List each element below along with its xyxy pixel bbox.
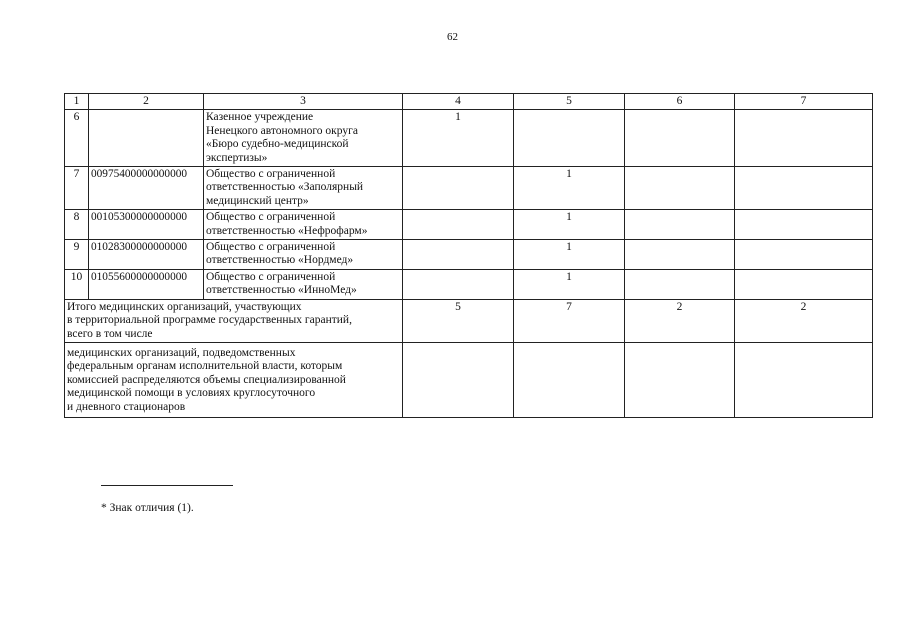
subtotal-label-line: и дневного стационаров <box>67 400 186 413</box>
row-number: 9 <box>65 240 89 270</box>
org-name-line: ответственностью «Нордмед» <box>206 254 354 267</box>
header-cell-7: 7 <box>735 94 873 110</box>
org-name <box>204 210 403 240</box>
org-code <box>89 110 204 167</box>
subtotal-label-line: медицинской помощи в условиях круглосуточного <box>67 387 316 400</box>
org-name-line: ответственностью «Нефрофарм» <box>206 224 368 237</box>
header-cell-3: 3 <box>204 94 403 110</box>
header-cell-2: 2 <box>89 94 204 110</box>
subtotal-label-line: медицинских организаций, подведомственных <box>67 346 296 359</box>
org-name-line: экспертизы» <box>206 151 268 164</box>
org-name-line: Общество с ограниченной <box>206 241 336 254</box>
total-label <box>65 299 403 342</box>
table-row <box>65 210 873 240</box>
subtotal-label-line: комиссией распределяются объемы специализированной <box>67 373 346 386</box>
org-name-line: «Бюро судебно-медицинской <box>206 138 349 151</box>
org-code: 00105300000000000 <box>89 210 204 240</box>
col4-value <box>403 240 514 270</box>
org-name <box>204 110 403 167</box>
header-cell-1: 1 <box>65 94 89 110</box>
col7-value <box>735 269 873 299</box>
col7-value <box>735 240 873 270</box>
total-label-line: в территориальной программе государственных гарантий, <box>67 314 352 327</box>
col5-value: 1 <box>514 240 625 270</box>
org-name-line: медицинский центр» <box>206 194 309 207</box>
col6-value <box>625 110 735 167</box>
org-code: 01055600000000000 <box>89 269 204 299</box>
header-row <box>65 94 873 110</box>
col6-value <box>625 240 735 270</box>
total-label-line: всего в том числе <box>67 327 153 340</box>
table-body <box>65 94 873 418</box>
total-col7: 2 <box>735 299 873 342</box>
org-name-line: Ненецкого автономного округа <box>206 124 358 137</box>
table-row <box>65 240 873 270</box>
subtotal-label <box>65 342 403 417</box>
subtotal-row <box>65 342 873 417</box>
page-number: 62 <box>447 31 458 43</box>
col4-value <box>403 167 514 210</box>
total-col6: 2 <box>625 299 735 342</box>
row-number: 6 <box>65 110 89 167</box>
table-row <box>65 269 873 299</box>
col6-value <box>625 210 735 240</box>
organizations-table <box>64 93 873 418</box>
org-code: 01028300000000000 <box>89 240 204 270</box>
org-name <box>204 240 403 270</box>
row-number: 8 <box>65 210 89 240</box>
header-cell-5: 5 <box>514 94 625 110</box>
col5-value: 1 <box>514 269 625 299</box>
org-name-line: Казенное учреждение <box>206 111 314 124</box>
total-col5: 7 <box>514 299 625 342</box>
org-code: 00975400000000000 <box>89 167 204 210</box>
subtotal-col4 <box>403 342 514 417</box>
org-name <box>204 167 403 210</box>
org-name-line: ответственностью «Заполярный <box>206 181 364 194</box>
col5-value: 1 <box>514 210 625 240</box>
col6-value <box>625 269 735 299</box>
row-number: 10 <box>65 269 89 299</box>
col7-value <box>735 167 873 210</box>
org-name-line: ответственностью «ИнноМед» <box>206 284 357 297</box>
subtotal-col5 <box>514 342 625 417</box>
org-name-line: Общество с ограниченной <box>206 168 336 181</box>
row-number: 7 <box>65 167 89 210</box>
col4-value <box>403 269 514 299</box>
col4-value: 1 <box>403 110 514 167</box>
header-cell-4: 4 <box>403 94 514 110</box>
col4-value <box>403 210 514 240</box>
col5-value: 1 <box>514 167 625 210</box>
col6-value <box>625 167 735 210</box>
col7-value <box>735 110 873 167</box>
subtotal-col7 <box>735 342 873 417</box>
footnote: * Знак отличия (1). <box>101 502 194 514</box>
table-row <box>65 110 873 167</box>
org-name-line: Общество с ограниченной <box>206 211 336 224</box>
total-label-line: Итого медицинских организаций, участвующих <box>67 300 302 313</box>
subtotal-col6 <box>625 342 735 417</box>
total-col4: 5 <box>403 299 514 342</box>
table-row <box>65 167 873 210</box>
total-row <box>65 299 873 342</box>
col5-value <box>514 110 625 167</box>
subtotal-label-line: федеральным органам исполнительной власти, которым <box>67 360 343 373</box>
org-name <box>204 269 403 299</box>
header-cell-6: 6 <box>625 94 735 110</box>
footnote-separator <box>101 485 233 486</box>
col7-value <box>735 210 873 240</box>
org-name-line: Общество с ограниченной <box>206 270 336 283</box>
